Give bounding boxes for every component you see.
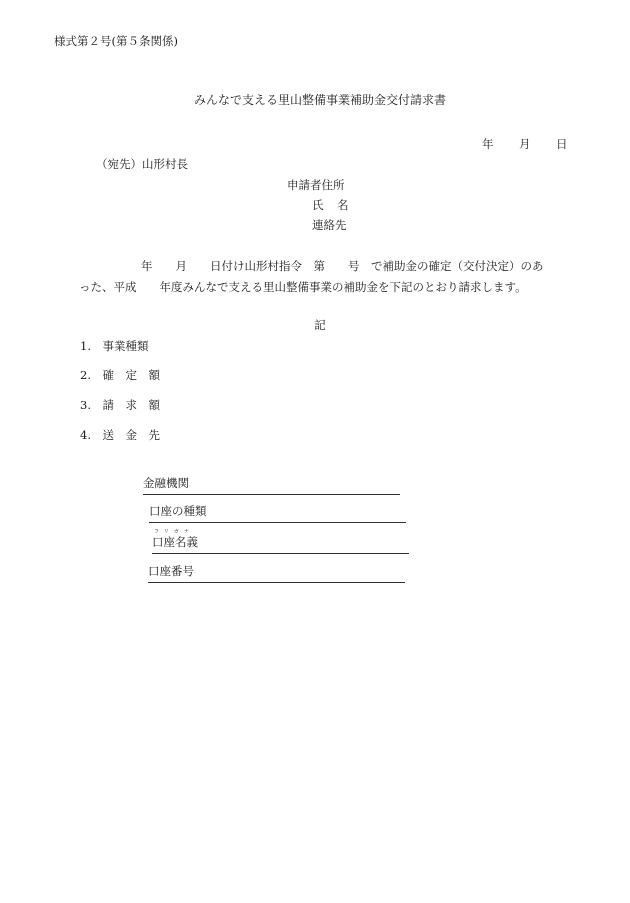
- account-holder-ruby: フリガナ: [154, 529, 194, 535]
- document-title: みんなで支える里山整備事業補助金交付請求書: [193, 93, 446, 107]
- body-text-line-1: 年 月 日付け山形村指令 第 号 で補助金の確定（交付決定）のあ: [141, 259, 544, 273]
- addressee: （宛先）山形村長: [96, 157, 188, 171]
- account-type-field: [149, 506, 406, 523]
- account-number-label: 口座番号: [148, 564, 194, 578]
- account-holder-field: [152, 529, 409, 554]
- applicant-address-label: 申請者住所: [287, 178, 345, 192]
- item-business-type: 1. 事業種類: [80, 339, 149, 353]
- bank-institution-label: 金融機関: [143, 476, 189, 490]
- date-month-label: 月: [519, 137, 531, 151]
- item-confirmed-amount: 2. 確 定 額: [80, 368, 160, 382]
- applicant-contact-label: 連絡先: [312, 218, 347, 232]
- account-number-field: [148, 566, 405, 583]
- body-text-line-2: った、平成 年度みんなで支える里山整備事業の補助金を下記のとおり請求します。: [79, 280, 527, 294]
- account-type-label: 口座の種類: [149, 504, 207, 518]
- item-remittance-destination: 4. 送 金 先: [80, 428, 160, 442]
- date-year-label: 年: [482, 137, 494, 151]
- note-heading: 記: [314, 318, 326, 332]
- date-day-label: 日: [556, 137, 568, 151]
- applicant-name-label: 氏 名: [312, 198, 350, 212]
- item-requested-amount: 3. 請 求 額: [80, 398, 160, 412]
- form-number: 様式第２号(第５条関係): [54, 34, 178, 48]
- account-holder-label: 口座名義: [152, 535, 198, 549]
- bank-institution-field: [143, 478, 400, 495]
